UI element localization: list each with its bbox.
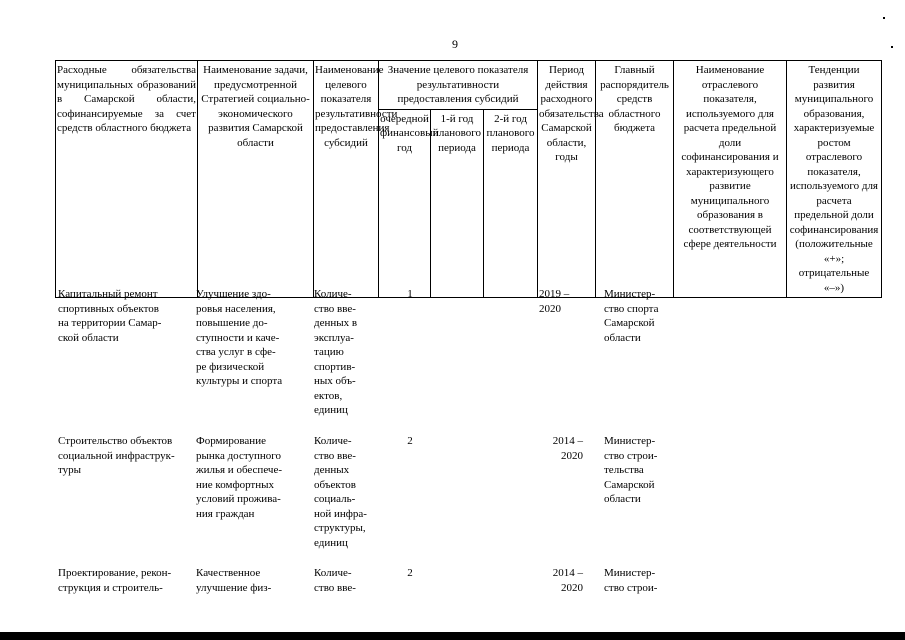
page-number: 9 [452, 37, 458, 51]
header-sector-indicator: Наименование отраслевого показателя, используемого для расчета предельной доли софинансирования и характеризующего развитие муниципального образования в соответствующей сфере деятельности [674, 61, 787, 298]
value-cell: 2 [407, 567, 413, 579]
value-cell: 1 [407, 288, 413, 300]
ministry-cell: Министер- ство строи- [604, 567, 658, 594]
header-administrator: Главный распорядитель средств областного бюджета [596, 61, 674, 298]
obligation-cell: Строительство объектов социальной инфраструк- туры [58, 435, 175, 476]
indicator-cell: Количе- ство вве- денных в эксплуа- тацию спортив- ных объ- ектов, единиц [314, 288, 358, 416]
ministry-cell: Министер- ство строи- тельства Самарской области [604, 435, 658, 505]
scan-border [0, 632, 905, 640]
scan-mark [891, 46, 893, 48]
header-table [55, 60, 882, 298]
indicator-cell: Количе- ство вве- денных объектов социаль- ной инфра- структуры, единиц [314, 435, 367, 549]
header-period: Период действия расходного обязательства Самарской области, годы [538, 61, 596, 298]
header-indicator-values: Значение целевого показателя результативности предоставления субсидий [379, 61, 538, 110]
obligation-cell: Проектирование, рекон- струкция и строитель- [58, 567, 172, 594]
period-cell: 2014 – 2020 [552, 435, 583, 462]
task-cell: Формирование рынка доступного жилья и обеспече- ние комфортных условий прожива- ния граждан [196, 435, 283, 520]
task-cell: Улучшение здо- ровья населения, повышение до- ступности и каче- ства услуг в сфе- ре физической культуры и спорта [196, 288, 283, 387]
scan-mark [883, 17, 885, 19]
period-cell: 2019 – 2020 [539, 288, 570, 315]
period-cell: 2014 – 2020 [552, 567, 583, 594]
header-task: Наименование задачи, предусмотренной Стратегией социально-экономического развития Самарской области [198, 61, 314, 298]
header-indicator: Наименование целевого показателя результативности предоставления субсидий [314, 61, 379, 298]
header-current-year: очередной финансовый год [379, 109, 431, 298]
header-plan-year-1: 1-й год планового периода [431, 109, 484, 298]
value-cell: 2 [407, 435, 413, 447]
header-plan-year-2: 2-й год планового периода [484, 109, 538, 298]
header-trends: Тенденции развития муниципального образования, характеризуемые ростом отраслевого показателя, используемого для расчета предельной доли софинансирования (положительные «+»; отрицательные «–») [787, 61, 882, 298]
ministry-cell: Министер- ство спорта Самарской области [604, 288, 659, 344]
task-cell: Качественное улучшение физ- [196, 567, 272, 594]
header-obligation: Расходные обязательства муниципальных образований в Самарской области, софинансируемые за счет средств областного бюджета [56, 61, 198, 298]
obligation-cell: Капитальный ремонт спортивных объектов на территории Самар- ской области [58, 288, 162, 344]
indicator-cell: Количе- ство вве- [314, 567, 356, 594]
